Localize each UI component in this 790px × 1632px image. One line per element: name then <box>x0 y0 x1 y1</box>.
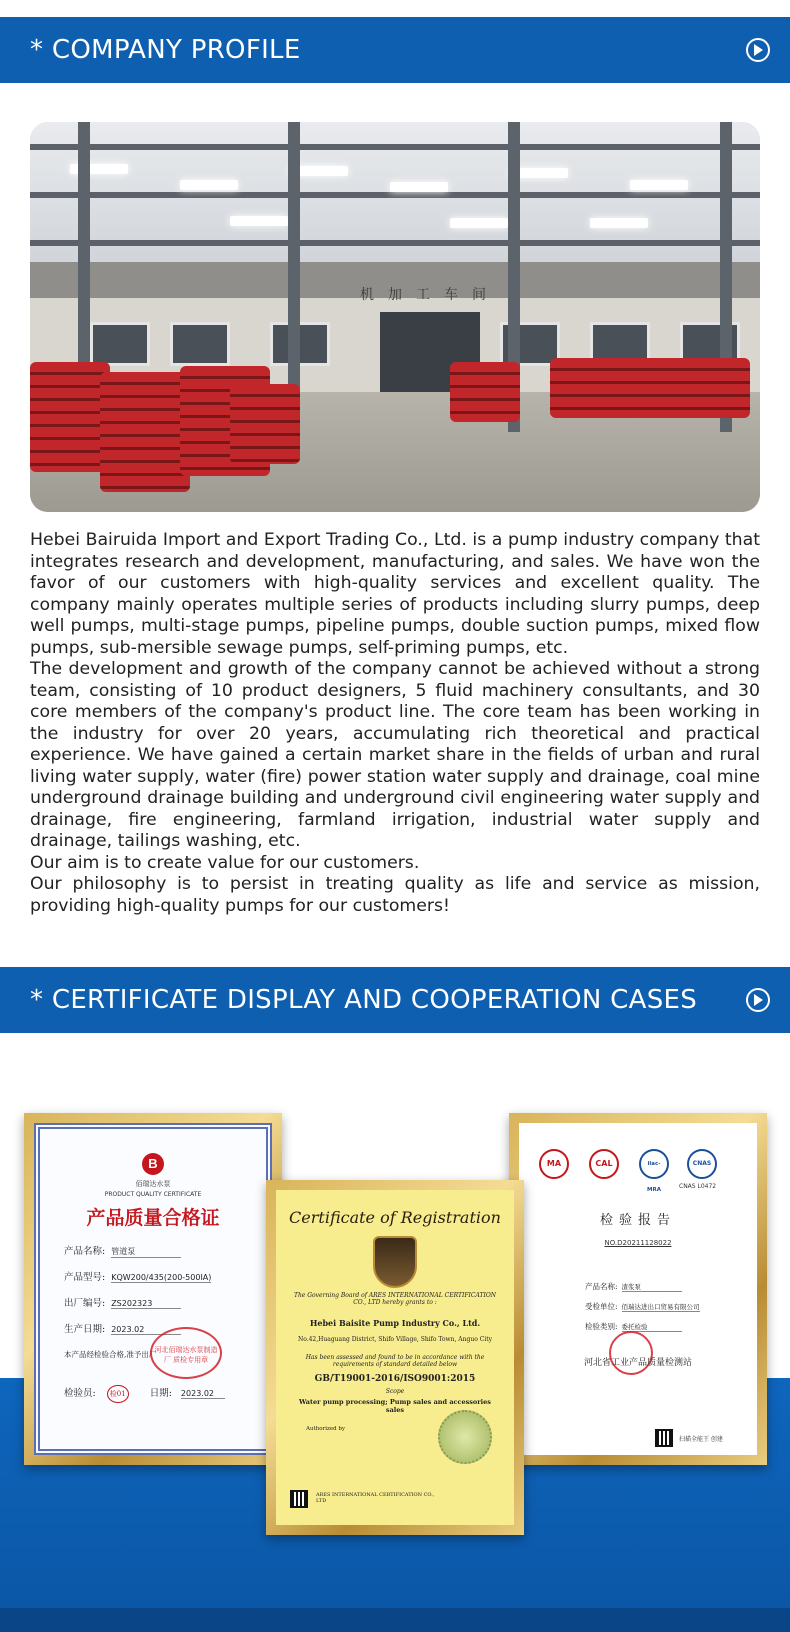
report-row: 产品名称: 渣浆泵 <box>585 1281 682 1292</box>
registration-title: Certificate of Registration <box>289 1208 501 1227</box>
cert-row: 检验员: 检01 日期: 2023.02 <box>64 1385 225 1403</box>
scope-text: Water pump processing; Pump sales and accessories sales <box>299 1398 491 1414</box>
ilac-badge-icon: ilac-MRA <box>639 1149 669 1179</box>
inspection-report <box>509 1113 767 1465</box>
cal-badge-icon: CAL <box>589 1149 619 1179</box>
ares-crest-icon <box>373 1236 417 1288</box>
arrow-right-circle-icon[interactable] <box>746 38 770 62</box>
company-profile-banner <box>0 17 790 83</box>
issuer-footer: ARES INTERNATIONAL CERTIFICATION CO., LTD <box>316 1492 435 1504</box>
company-address: No.42,Huaguang District, Shifo Village, Shifo Town, Anguo City <box>297 1336 493 1343</box>
cma-badge-icon: MA <box>539 1149 569 1179</box>
scanner-note: 扫描全能王 创建 <box>679 1436 723 1443</box>
cnas-number: CNAS L0472 <box>679 1183 717 1190</box>
certificate-title-cn: 产品质量合格证 <box>86 1207 220 1229</box>
certificate-header: PRODUCT QUALITY CERTIFICATE <box>104 1191 202 1198</box>
workshop-sign: 机加工车间 <box>360 287 500 303</box>
registration-certificate <box>266 1180 524 1535</box>
cert-row: 产品型号: KQW200/435(200-500IA) <box>64 1272 212 1283</box>
cnas-badge-icon: CNAS <box>687 1149 717 1179</box>
scope-label: Scope <box>385 1388 405 1395</box>
certificate-title: * CERTIFICATE DISPLAY AND COOPERATION CASES <box>30 985 698 1015</box>
profile-paragraph: Hebei Bairuida Import and Export Trading Co., Ltd. is a pump industry company that integrates research and development, manufacturing, and sales. We have won the favor of our customers with high-quality services and excellent quality. The company mainly operates multiple series of products including slurry pumps, deep well pumps, multi-stage pumps, pipeline pumps, double suction pumps, mixed flow pumps, sub-mersible sewage pumps, self-priming pumps, etc. <box>30 530 760 658</box>
report-row: 检验类别: 委托检验 <box>585 1321 682 1332</box>
certified-company: Hebei Baisite Pump Industry Co., Ltd. <box>309 1318 481 1328</box>
company-profile-title: * COMPANY PROFILE <box>30 35 301 65</box>
brand-logo-icon: B <box>142 1153 164 1175</box>
cert-row: 产品名称: 管道泵 <box>64 1243 181 1258</box>
profile-paragraph: Our aim is to create value for our customers. <box>30 852 420 873</box>
cert-row: 生产日期: 2023.02 <box>64 1321 181 1335</box>
cert-row: 出厂编号: ZS202323 <box>64 1295 181 1309</box>
certificate-banner <box>0 967 790 1033</box>
authorized-label: Authorized by <box>306 1426 346 1432</box>
profile-paragraph: The development and growth of the company cannot be achieved without a strong team, consisting of 10 product designers, 5 fluid machinery consultants, and 30 core members of the company's product line. The core team has been working in the industry for over 20 years, accumulating rich theoretical and practical experience. We have gained a certain market share in the fields of urban and rural living water supply, water (fire) power station water supply and drainage, coal mine underground drainage building and underground civil engineering water supply and drainage, fire engineering, farmland irrigation, industrial water supply and drainage, tailings washing, etc. <box>30 659 760 851</box>
qr-code-icon <box>290 1490 308 1508</box>
quality-certificate <box>24 1113 282 1465</box>
factory-photo <box>30 122 760 512</box>
arrow-right-circle-icon[interactable] <box>746 988 770 1012</box>
inspector-stamp: 检01 <box>107 1385 129 1403</box>
company-profile-text <box>30 530 760 917</box>
report-number: NO.D20211128022 <box>604 1239 672 1247</box>
brand-name: 佰瑞达水泵 <box>135 1180 171 1188</box>
cert-statement: 本产品经检验合格,准予出厂 <box>64 1350 157 1359</box>
qr-code-icon <box>655 1429 673 1447</box>
embossed-seal-icon <box>438 1410 492 1464</box>
iso-standard: GB/T19001-2016/ISO9001:2015 <box>314 1374 476 1384</box>
report-title: 检验报告 <box>599 1213 676 1228</box>
testing-station: 河北省工业产品质量检测站 <box>583 1358 692 1368</box>
quality-seal: 河北佰瑞达水泵制造厂 质检专用章 <box>150 1327 222 1379</box>
assessment-text: Has been assessed and found to be in accordance with the requirements of standard detailed below <box>305 1354 485 1368</box>
report-seal-icon <box>609 1331 653 1375</box>
issuer-text: The Governing Board of ARES INTERNATIONAL CERTIFICATION CO., LTD hereby grants to : <box>293 1292 497 1306</box>
profile-paragraph: Our philosophy is to persist in treating quality as life and service as mission, providing high-quality pumps for our customers! <box>30 874 760 916</box>
report-row: 受检单位: 佰瑞达进出口贸易有限公司 <box>585 1302 700 1311</box>
